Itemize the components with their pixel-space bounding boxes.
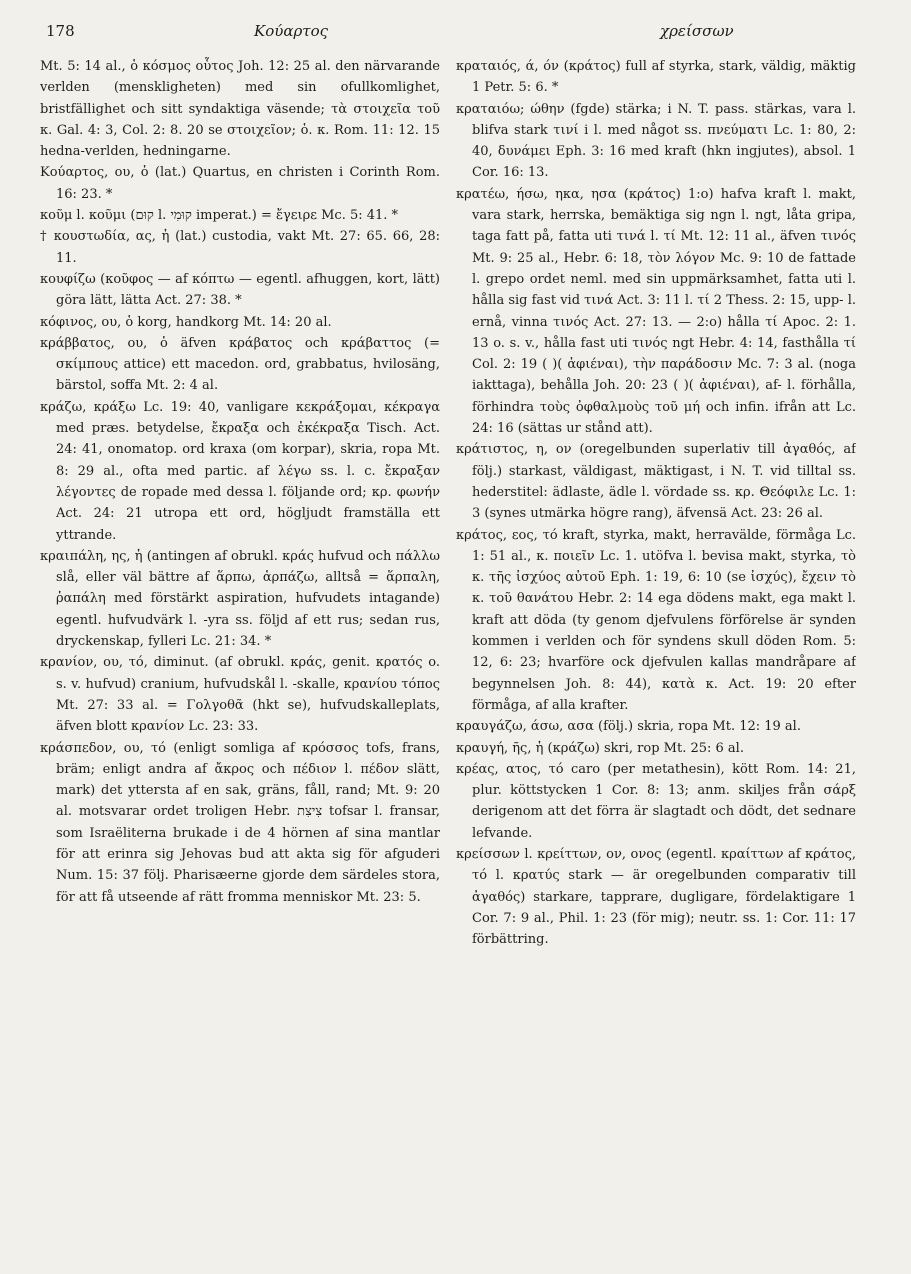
entry-kraipale: κραιπάλη, ης, ἡ (antingen af obrukl. κράς hufvud och πάλλω slå, eller väl bättre af ἅρπω, ἁρπάζω, alltså = ἅρπαλη, ῥαπάλη med förstärkt aspiration, hufvudets intagande) egentl. hufvudvärk l. -yra ss. följd af ett rus; sedan rus, dryckenskap, fylleri Lc. 21: 34. * xyxy=(40,548,440,650)
entry-kratistos: κράτιστος, η, ον (oregelbunden superlativ till ἀγαθός, af följ.) starkast, väldigast, mäktigast, i N. T. vid tilltal ss. hederstitel: ädlaste, ädle l. vördade ss. κρ. Θεόφιλε Lc. 1: 3 (synes utmärka högre rang), äfvensä Act. 23: 26 al. xyxy=(456,442,856,522)
page-header xyxy=(46,22,871,46)
page-number: 178 xyxy=(46,22,75,40)
entry-kouphizo: κουφίζω (κοῦφος — af κόπτω — egentl. afhuggen, kort, lätt) göra lätt, lätta Act. 27: 38. * xyxy=(40,271,440,309)
entry-krataios: κραταιός, ά, όν (κράτος) full af styrka, stark, väldig, mäktig 1 Petr. 5: 6. * xyxy=(456,59,856,96)
entry-kratos: κράτος, εος, τό kraft, styrka, makt, herravälde, förmåga Lc. 1: 51 al., κ. ποιεῖν Lc. 1. utöfva l. bevisa makt, styrka, τὸ κ. τῆς ἰσχύος αὐτοῦ Eph. 1: 19, 6: 10 (se ἰσχύς), ἔχειν τὸ κ. τοῦ θανάτου Hebr. 2: 14 ega dödens makt, ega makt l. kraft att döda (ty genom djefvulens förförelse är synden kommen i verlden och för syndens skull döden Rom. 5: 12, 6: 23; hvarföre ock djefvulen kallas mandråpare af begynnelsen Joh. 8: 44), κατὰ κ. Act. 19: 20 efter förmåga, af alla krafter. xyxy=(456,527,856,713)
entry-krauge: κραυγή, ῆς, ἡ (κράζω) skri, rop Mt. 25: 6 al. xyxy=(456,740,744,756)
entry-kraugazo: κραυγάζω, άσω, ασα (följ.) skria, ropa Mt. 12: 19 al. xyxy=(456,719,801,735)
right-column xyxy=(456,56,856,1261)
entry-kouartos: Κούαρτος, ου, ὁ (lat.) Quartus, en christen i Corinth Rom. 16: 23. * xyxy=(40,165,440,202)
entry-kophinos: κόφινος, ου, ὁ korg, handkorg Mt. 14: 20 al. xyxy=(40,314,332,330)
entry-krabbatos: κράββατος, ου, ὁ äfven κράβατος och κράβαττος (= σκίμπους attice) ett macedon. ord, grabbatus, hvilosäng, bärstol, soffa Mt. 2: 4 al. xyxy=(40,335,440,394)
entry-krazo: κράζω, κράξω Lc. 19: 40, vanligare κεκράξομαι, κέκραγα med præs. betydelse, ἔκραξα och ἐκέκραξα Tisch. Act. 24: 41, onomatop. ord kraxa (om korpar), skria, ropa Mt. 8: 29 al., ofta med partic. af λέγω ss. l. c. ἔκραξαν λέγοντες de ropade med dessa l. följande ord; κρ. φωνήν Act. 24: 21 utropa ett ord, högljudt framställa ett yttrande. xyxy=(40,399,440,543)
right-running-head: χρείσσων xyxy=(660,22,734,40)
entry-kreisson: κρείσσων l. κρείττων, ον, ονος (egentl. κραίττων af κράτος, τό l. κρατύς stark — är oregelbunden comparativ till ἀγαθός) starkare, tapprare, dugligare, fördelaktigare 1 Cor. 7: 9 al., Phil. 1: 23 (för mig); neutr. ss. 1: Cor. 11: 17 förbättring. xyxy=(456,846,856,948)
entry-kranion: κρανίον, ου, τό, diminut. (af obrukl. κράς, genit. κρατός o. s. v. hufvud) cranium, hufvudskål l. -skalle, κρανίου τόπος Mt. 27: 33 al. = Γολγοθᾶ (hkt se), hufvudskalleplats, äfven blott κρανίον Lc. 23: 33. xyxy=(40,655,440,735)
entry-continuation: Mt. 5: 14 al., ὁ κόσμος οὗτος Joh. 12: 25 al. den närvarande verlden (menskligheten) med sin ofullkomlighet, bristfällighet och sitt syndaktiga väsende; τὰ στοιχεῖα τοῦ κ. Gal. 4: 3, Col. 2: 8. 20 se στοιχεῖον; ὁ. κ. Rom. 11: 12. 15 hedna-verlden, hedningarne. xyxy=(40,59,440,160)
left-column xyxy=(40,56,440,1261)
entry-koum: κοῦμ l. κοῦμι (קוּם l. קוּמִי imperat.) = ἔγειρε Mc. 5: 41. * xyxy=(40,208,399,224)
entry-krataioo: κραταιόω; ώθην (fgde) stärka; i N. T. pass. stärkas, vara l. blifva stark τινί i l. med något ss. πνεύματι Lc. 1: 80, 2: 40, δυνάμει Eph. 3: 16 med kraft (hkn ingjutes), absol. 1 Cor. 16: 13. xyxy=(456,101,856,181)
left-running-head: Κούαρτος xyxy=(254,22,329,40)
entry-kraspedon: κράσπεδον, ου, τό (enligt somliga af κρόσσος tofs, frans, bräm; enligt andra af ἄκρος och πέδιον l. πέδον slätt, mark) det yttersta af en sak, gräns, fåll, rand; Mt. 9: 20 al. motsvarar ordet troligen Hebr. צִיצִת tofsar l. fransar, som Israëliterna brukade i de 4 hörnen af sina mantlar för att erinra sig Jehovas bud att akta sig för afguderi Num. 15: 37 följ. Pharisæerne gjorde dem särdeles stora, för att få utseende af rätt fromma menniskor Mt. 23: 5. xyxy=(40,740,440,905)
entry-krateo: κρατέω, ήσω, ηκα, ησα (κράτος) 1:o) hafva kraft l. makt, vara stark, herrska, bemäktiga sig ngn l. ngt, låta gripa, taga fatt på, fatta uti τινά l. τί Mt. 12: 11 al., äfven τινός Mt. 9: 25 al., Hebr. 6: 18, τὸν λόγον Mc. 9: 10 de fattade l. grepo ordet neml. med sin uppmärksamhet, fatta uti l. hålla sig fast vid τινά Act. 3: 11 l. τί 2 Thess. 2: 15, upp- l. ernå, vinna τινός Act. 27: 13. — 2:o) hålla τί Apoc. 2: 1. 13 o. s. v., hålla fast uti τινός ngt Hebr. 4: 14, fasthålla τί Col. 2: 19 ( )( ἀφιέναι), τὴν παράδοσιν Mc. 7: 3 al. (noga iakttaga), behålla Joh. 20: 23 ( )( ἀφιέναι), af- l. förhålla, förhindra τοὺς ὀφθαλμοὺς τοῦ μή och infin. ifrån att Lc. 24: 16 (sättas ur stånd att). xyxy=(456,186,856,437)
entry-kreas: κρέας, ατος, τό caro (per metathesin), kött Rom. 14: 21, plur. köttstycken 1 Cor. 8: 13; anm. skiljes från σάρξ derigenom att det förra är slagtadt och dödt, det sednare lefvande. xyxy=(456,761,856,841)
entry-koustodia: † κουστωδία, ας, ἡ (lat.) custodia, vakt Mt. 27: 65. 66, 28: 11. xyxy=(40,229,440,266)
